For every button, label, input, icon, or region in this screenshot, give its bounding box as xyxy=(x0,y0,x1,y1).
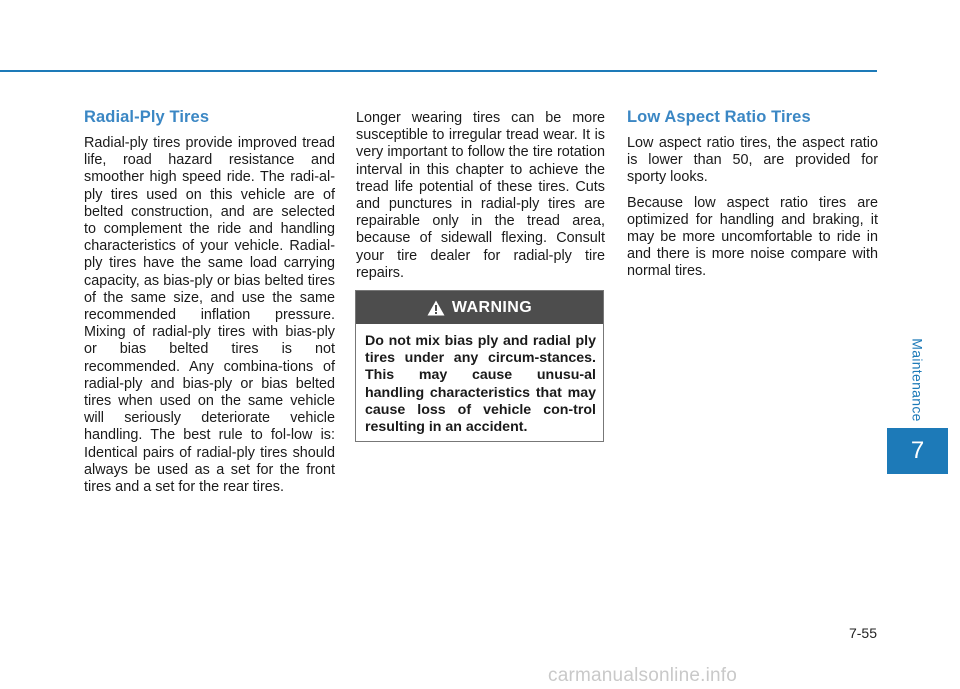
section-heading-low-aspect: Low Aspect Ratio Tires xyxy=(627,108,811,126)
warning-header xyxy=(356,291,603,324)
warning-title: WARNING xyxy=(451,298,533,316)
column-low-aspect xyxy=(627,108,878,289)
section-label-text: Maintenance xyxy=(910,338,926,422)
warning-text: Do not mix bias ply and radial ply tires under any circum-stances. This may cause unusu-al handling characteristics that may cause loss of vehicle con-trol resulting in an accident. xyxy=(365,333,596,436)
body-paragraph: Radial-ply tires provide improved tread life, road hazard resistance and smoother high speed ride. The radi-al-ply tires used on this vehicle are of belted construction, and are selected to complement the ride and handling characteristics of your vehicle. Radial-ply tires have the same load carrying capacity, as bias-ply or bias belted tires of the same size, and use the same recommended inflation pressure. Mixing of radial-ply tires with bias-ply or bias belted tires is not recommended. Any combina-tions of radial-ply and bias-ply or bias belted tires when used on the same vehicle will seriously deteriorate vehicle handling. The best rule to fol-low is: Identical pairs of radial-ply tires should always be used as a set for the front tires and a set for the rear tires. xyxy=(84,135,335,496)
body-paragraph: Because low aspect ratio tires are optimized for handling and braking, it may be more uncomfortable to ride in and there is more noise compare with normal tires. xyxy=(627,194,878,280)
body-paragraph: Low aspect ratio tires, the aspect ratio is lower than 50, are provided for sporty looks. xyxy=(627,135,878,186)
section-side-label xyxy=(888,330,948,430)
warning-triangle-icon xyxy=(427,300,445,316)
body-paragraph: Longer wearing tires can be more susceptible to irregular tread wear. It is very important to follow the tire rotation interval in this chapter to achieve the tread life potential of these tires. Cuts and punctures in radial-ply tires are repairable only in the tread area, because of sidewall flexing. Consult your tire dealer for radial-ply tire repairs. xyxy=(356,110,605,281)
warning-box xyxy=(355,290,604,442)
header-rule xyxy=(0,70,877,72)
page-number: 7-55 xyxy=(848,625,877,641)
watermark: carmanualsonline.info xyxy=(548,665,738,686)
section-heading-radial-ply: Radial-Ply Tires xyxy=(84,108,210,126)
column-radial-ply xyxy=(84,108,335,504)
column-tread-wear xyxy=(356,108,605,290)
chapter-tab: 7 xyxy=(887,428,948,474)
